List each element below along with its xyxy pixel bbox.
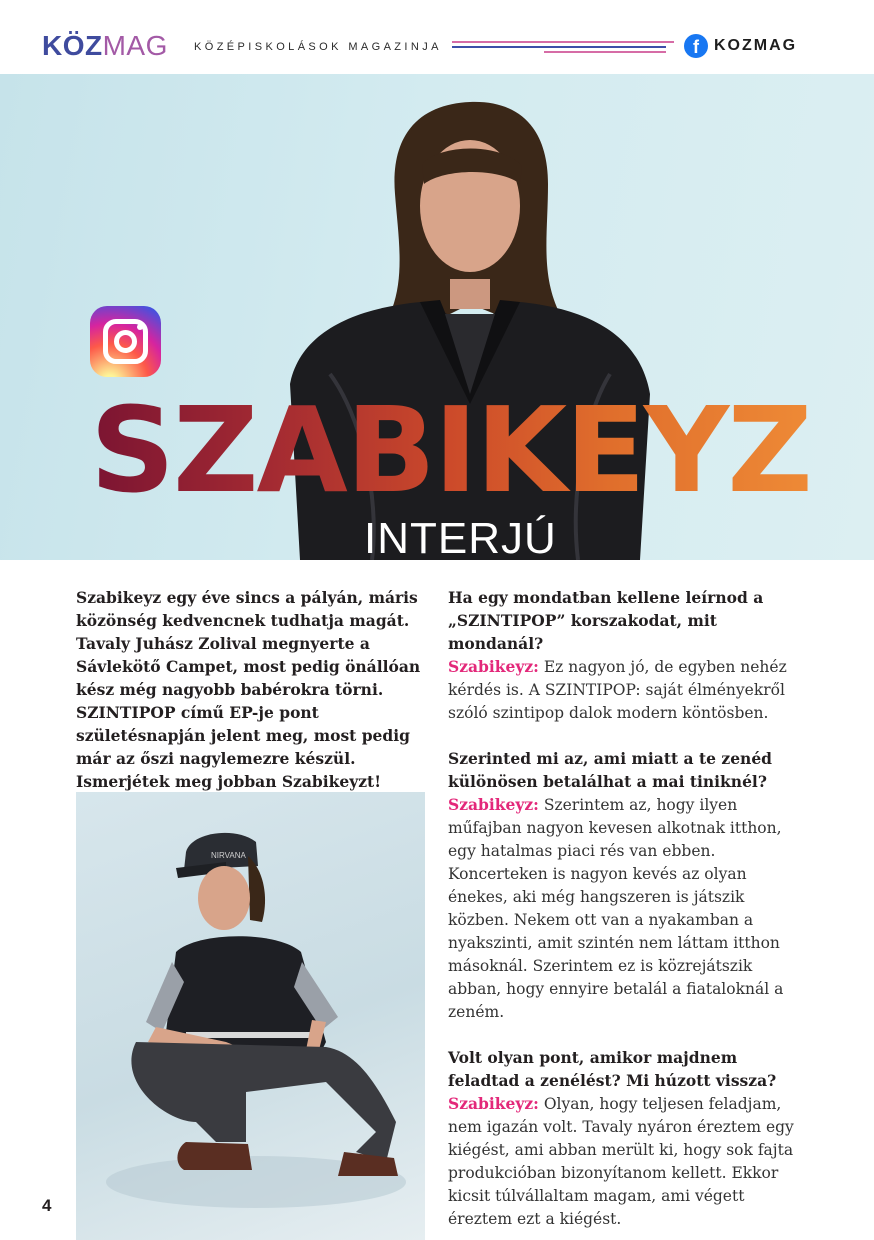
page-header xyxy=(0,0,874,74)
magazine-logo[interactable] xyxy=(42,30,168,62)
article-title: SZABIKEYZ xyxy=(90,381,811,519)
magazine-tagline: KÖZÉPISKOLÁSOK MAGAZINJA xyxy=(194,41,442,53)
speaker-label: Szabikeyz: xyxy=(448,795,539,814)
article-photo xyxy=(76,792,425,1240)
photo-trousers xyxy=(131,1042,396,1162)
logo-koz: KÖZ xyxy=(42,30,103,61)
header-line-pink-short xyxy=(544,51,666,53)
facebook-icon[interactable]: f xyxy=(684,34,708,58)
crouching-portrait xyxy=(76,792,425,1240)
answer-3-text: Olyan, hogy teljesen feladjam, nem igazán volt. Tavaly nyáron éreztem egy kiégést, ami abban merült ki, hogy sok fajta produkcióban bizonyítanom kellett. Ekkor kicsit túlvállaltam magam, ami végett éreztem ezt a kiégést. xyxy=(448,1095,794,1228)
answer-2-text: Szerintem az, hogy ilyen műfajban nagyon kevesen alkotnak itthon, egy hatalmas piaci rés van ebben. Koncerteken is nagyon kevés az olyan énekes, aki még hangszeren is játszik közben. Nekem ott van a nyakamban a nyakszinti, amit szintén nem láttam itthon másoknál. Szerintem ez is közrejátszik abban, hogy ennyire betalál a fiataloknál a zeném. xyxy=(448,796,784,1021)
hero-banner xyxy=(0,74,874,560)
page-number: 4 xyxy=(42,1196,52,1215)
header-line-pink xyxy=(452,41,674,43)
photo-cap-text: NIRVANA xyxy=(211,851,246,860)
left-column xyxy=(76,586,426,793)
facebook-handle[interactable]: KOZMAG xyxy=(714,37,798,54)
question-2: Szerinted mi az, ami miatt a te zenéd különösen betalálhat a mai tiniknél? xyxy=(448,749,773,791)
instagram-icon[interactable] xyxy=(90,306,161,377)
answer-1 xyxy=(448,655,808,725)
speaker-label: Szabikeyz: xyxy=(448,1094,539,1113)
question-3: Volt olyan pont, amikor majdnem feladtad a zenélést? Mi húzott vissza? xyxy=(448,1048,777,1090)
speaker-label: Szabikeyz: xyxy=(448,657,539,676)
answer-3 xyxy=(448,1092,808,1231)
qa-block-3 xyxy=(448,1046,808,1231)
qa-block-2 xyxy=(448,747,808,1024)
article-subtitle: INTERJÚ xyxy=(364,514,557,560)
answer-1-text: Ez nagyon jó, de egyben nehéz kérdés is. A SZINTIPOP: saját élményekről szóló szintipop dalok modern köntösben. xyxy=(448,658,787,722)
question-1: Ha egy mondatban kellene leírnod a „SZINTIPOP” korszakodat, mit mondanál? xyxy=(448,588,764,653)
right-column xyxy=(448,586,808,1240)
answer-2 xyxy=(448,793,808,1024)
header-line-blue xyxy=(452,46,666,48)
intro-paragraph: Szabikeyz egy éve sincs a pályán, máris közönség kedvencnek tudhatja magát. Tavaly Juhász Zolival megnyerte a Sávlekötő Campet, most pedig önállóan kész még nagyobb babérokra törni. SZINTIPOP című EP-je pont születésnapján jelent meg, most pedig már az őszi nagylemezre készül. Ismerjétek meg jobban Szabikeyzt! xyxy=(76,588,421,791)
logo-mag: MAG xyxy=(102,30,168,61)
qa-block-1 xyxy=(448,586,808,725)
